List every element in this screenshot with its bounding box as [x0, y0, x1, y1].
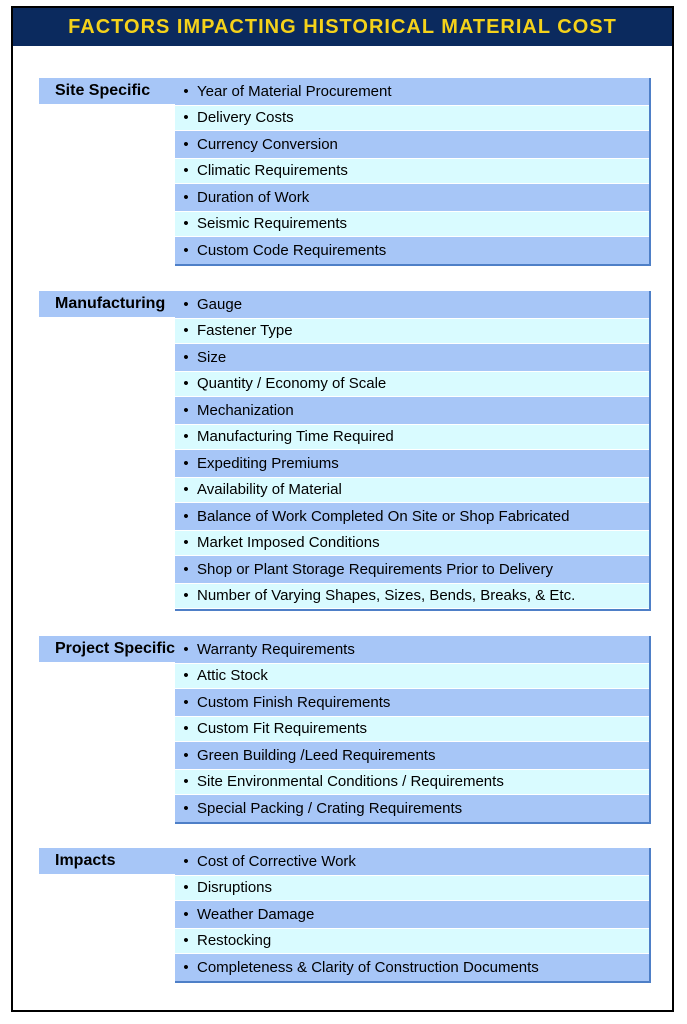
- bullet-icon: •: [183, 428, 189, 446]
- list-item-label: Site Environmental Conditions / Requirements: [197, 773, 504, 791]
- title-bar: [13, 8, 672, 46]
- bullet-icon: •: [183, 746, 189, 764]
- list-item: [175, 901, 649, 928]
- bullet-icon: •: [183, 322, 189, 340]
- list-item: [175, 875, 649, 902]
- list-item-label: Cost of Corrective Work: [197, 852, 356, 870]
- list-item: [175, 450, 649, 477]
- page-title: FACTORS IMPACTING HISTORICAL MATERIAL COST: [68, 15, 617, 38]
- bullet-icon: •: [183, 454, 189, 472]
- list-item: [175, 742, 649, 769]
- list-item: [175, 716, 649, 743]
- list-item-label: Manufacturing Time Required: [197, 428, 394, 446]
- list-item-label: Size: [197, 348, 227, 366]
- list-item-label: Climatic Requirements: [197, 162, 348, 180]
- list-item-label: Seismic Requirements: [197, 215, 348, 233]
- category-label: Site Specific: [39, 78, 175, 104]
- list-item: [175, 583, 649, 610]
- list-item: [175, 928, 649, 955]
- list-item: [175, 344, 649, 371]
- category-label: Impacts: [39, 848, 175, 874]
- list-item: [175, 424, 649, 451]
- bullet-icon: •: [183, 560, 189, 578]
- list-item-label: Custom Fit Requirements: [197, 720, 368, 738]
- list-item: [175, 663, 649, 690]
- factor-list: [175, 848, 651, 983]
- list-item-label: Special Packing / Crating Requirements: [197, 799, 463, 817]
- list-item: [175, 184, 649, 211]
- bullet-icon: •: [183, 162, 189, 180]
- list-item-label: Year of Material Procurement: [197, 82, 392, 100]
- list-item-label: Custom Finish Requirements: [197, 693, 391, 711]
- list-item: [175, 795, 649, 822]
- bullet-icon: •: [183, 879, 189, 897]
- list-item: [175, 105, 649, 132]
- list-item-label: Quantity / Economy of Scale: [197, 375, 387, 393]
- bullet-icon: •: [183, 773, 189, 791]
- list-item: [175, 530, 649, 557]
- list-item: [175, 131, 649, 158]
- bullet-icon: •: [183, 905, 189, 923]
- bullet-icon: •: [183, 135, 189, 153]
- list-item: [175, 556, 649, 583]
- bullet-icon: •: [183, 188, 189, 206]
- bullet-icon: •: [183, 932, 189, 950]
- bullet-icon: •: [183, 507, 189, 525]
- list-item: [175, 397, 649, 424]
- bullet-icon: •: [183, 215, 189, 233]
- bullet-icon: •: [183, 401, 189, 419]
- list-item-label: Completeness & Clarity of Construction Documents: [197, 958, 539, 976]
- bullet-icon: •: [183, 375, 189, 393]
- list-item-label: Shop or Plant Storage Requirements Prior to Delivery: [197, 560, 554, 578]
- bullet-icon: •: [183, 241, 189, 259]
- list-item-label: Warranty Requirements: [197, 640, 355, 658]
- list-item-label: Weather Damage: [197, 905, 315, 923]
- bullet-icon: •: [183, 720, 189, 738]
- category-label: Project Specific: [39, 636, 175, 662]
- list-item: [175, 318, 649, 345]
- bullet-icon: •: [183, 799, 189, 817]
- bullet-icon: •: [183, 348, 189, 366]
- list-item: [175, 848, 649, 875]
- list-item: [175, 477, 649, 504]
- bullet-icon: •: [183, 295, 189, 313]
- document-frame: [11, 6, 674, 1012]
- bullet-icon: •: [183, 958, 189, 976]
- list-item-label: Fastener Type: [197, 322, 293, 340]
- list-item: [175, 689, 649, 716]
- list-item-label: Gauge: [197, 295, 243, 313]
- list-item: [175, 237, 649, 264]
- bullet-icon: •: [183, 109, 189, 127]
- bullet-icon: •: [183, 640, 189, 658]
- bullet-icon: •: [183, 481, 189, 499]
- list-item-label: Currency Conversion: [197, 135, 338, 153]
- list-item-label: Number of Varying Shapes, Sizes, Bends, Breaks, & Etc.: [197, 587, 576, 605]
- list-item-label: Market Imposed Conditions: [197, 534, 380, 552]
- list-item: [175, 211, 649, 238]
- factor-list: [175, 78, 651, 266]
- list-item-label: Attic Stock: [197, 667, 268, 685]
- list-item-label: Disruptions: [197, 879, 273, 897]
- list-item-label: Availability of Material: [197, 481, 342, 499]
- list-item-label: Expediting Premiums: [197, 454, 339, 472]
- list-item: [175, 954, 649, 981]
- list-item-label: Balance of Work Completed On Site or Shop Fabricated: [197, 507, 570, 525]
- category-label: Manufacturing: [39, 291, 175, 317]
- bullet-icon: •: [183, 667, 189, 685]
- bullet-icon: •: [183, 693, 189, 711]
- list-item-label: Restocking: [197, 932, 272, 950]
- list-item: [175, 371, 649, 398]
- list-item-label: Duration of Work: [197, 188, 310, 206]
- bullet-icon: •: [183, 534, 189, 552]
- list-item-label: Mechanization: [197, 401, 294, 419]
- list-item: [175, 503, 649, 530]
- list-item-label: Delivery Costs: [197, 109, 294, 127]
- list-item: [175, 291, 649, 318]
- list-item-label: Custom Code Requirements: [197, 241, 387, 259]
- factor-list: [175, 636, 651, 824]
- list-item: [175, 636, 649, 663]
- bullet-icon: •: [183, 852, 189, 870]
- list-item: [175, 158, 649, 185]
- list-item-label: Green Building /Leed Requirements: [197, 746, 436, 764]
- bullet-icon: •: [183, 587, 189, 605]
- factor-list: [175, 291, 651, 611]
- bullet-icon: •: [183, 82, 189, 100]
- list-item: [175, 769, 649, 796]
- list-item: [175, 78, 649, 105]
